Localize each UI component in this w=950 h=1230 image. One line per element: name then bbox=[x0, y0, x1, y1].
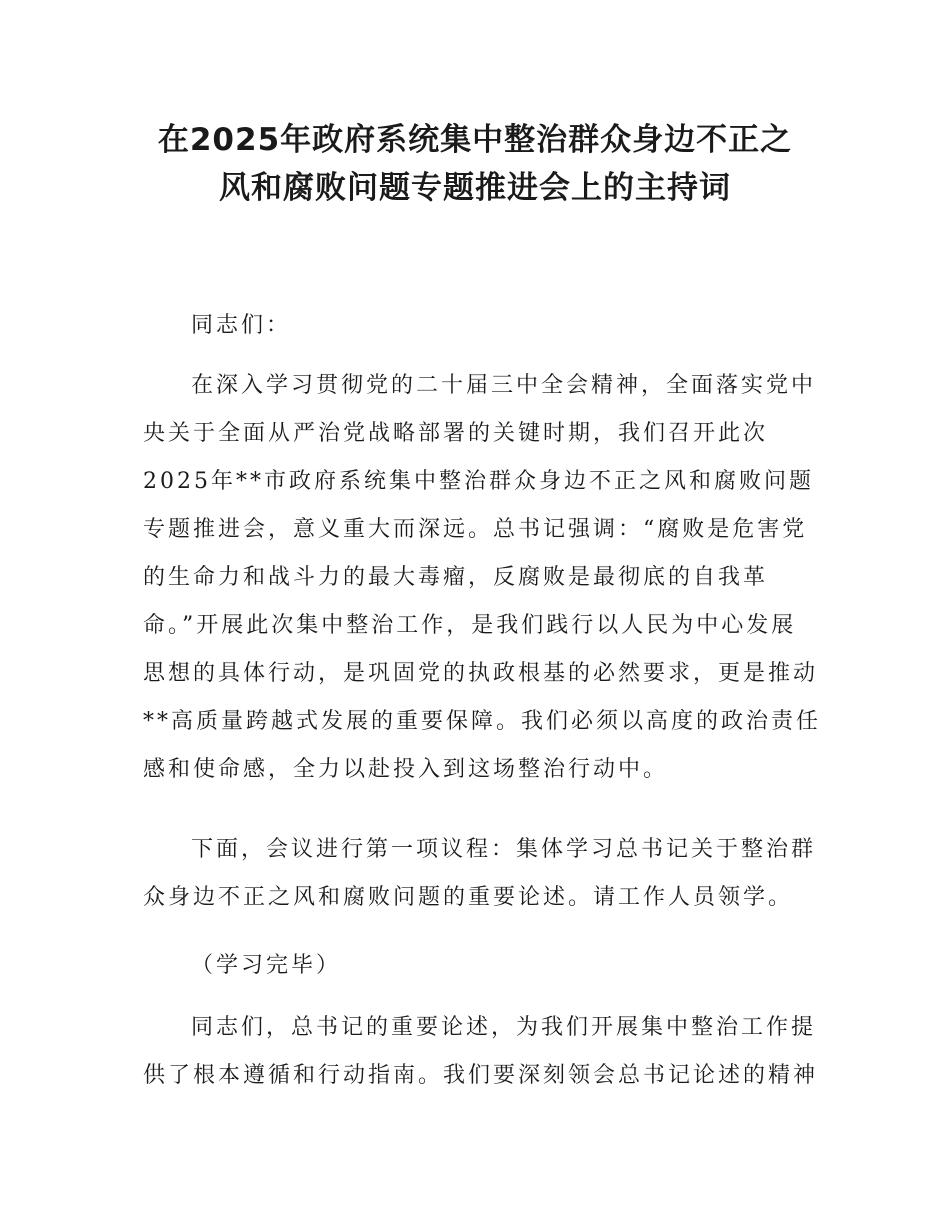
paragraph-line: 专题推进会，意义重大而深远。总书记强调：“腐败是危害党 bbox=[143, 517, 808, 542]
greeting-text: 同志们： bbox=[191, 313, 292, 338]
paragraph-line: 供了根本遵循和行动指南。我们要深刻领会总书记论述的精神 bbox=[143, 1063, 819, 1088]
opening-paragraph bbox=[143, 362, 822, 794]
note-text: （学习完毕） bbox=[191, 953, 342, 978]
closing-paragraph bbox=[143, 1004, 819, 1100]
paragraph-line: **高质量跨越式发展的重要保障。我们必须以高度的政治责任 bbox=[143, 709, 822, 734]
paragraph-line: 感和使命感，全力以赴投入到这场整治行动中。 bbox=[143, 757, 669, 782]
paragraph-line: 的生命力和战斗力的最大毒瘤，反腐败是最彻底的自我革 bbox=[143, 565, 769, 590]
study-note bbox=[143, 942, 815, 990]
document-title-line-2: 风和腐败问题专题推进会上的主持词 bbox=[219, 170, 731, 206]
paragraph-line: 2025年**市政府系统集中整治群众身边不正之风和腐败问题 bbox=[143, 469, 814, 494]
paragraph-line: 同志们，总书记的重要论述，为我们开展集中整治工作提 bbox=[191, 1015, 817, 1040]
paragraph-line: 在深入学习贯彻党的二十届三中全会精神，全面落实党中 bbox=[191, 373, 817, 398]
paragraph-line: 下面，会议进行第一项议程：集体学习总书记关于整治群 bbox=[191, 837, 817, 862]
paragraph-line: 思想的具体行动，是巩固党的执政根基的必然要求，更是推动 bbox=[143, 661, 819, 686]
agenda-paragraph bbox=[143, 826, 815, 922]
paragraph-line: 央关于全面从严治党战略部署的关键时期，我们召开此次 bbox=[143, 421, 769, 446]
paragraph-line: 众身边不正之风和腐败问题的重要论述。请工作人员领学。 bbox=[143, 885, 794, 910]
document-title-line-1: 在2025年政府系统集中整治群众身边不正之 bbox=[157, 122, 793, 158]
greeting-paragraph bbox=[143, 302, 815, 350]
paragraph-line: 命。”开展此次集中整治工作，是我们践行以人民为中心发展 bbox=[143, 613, 797, 638]
